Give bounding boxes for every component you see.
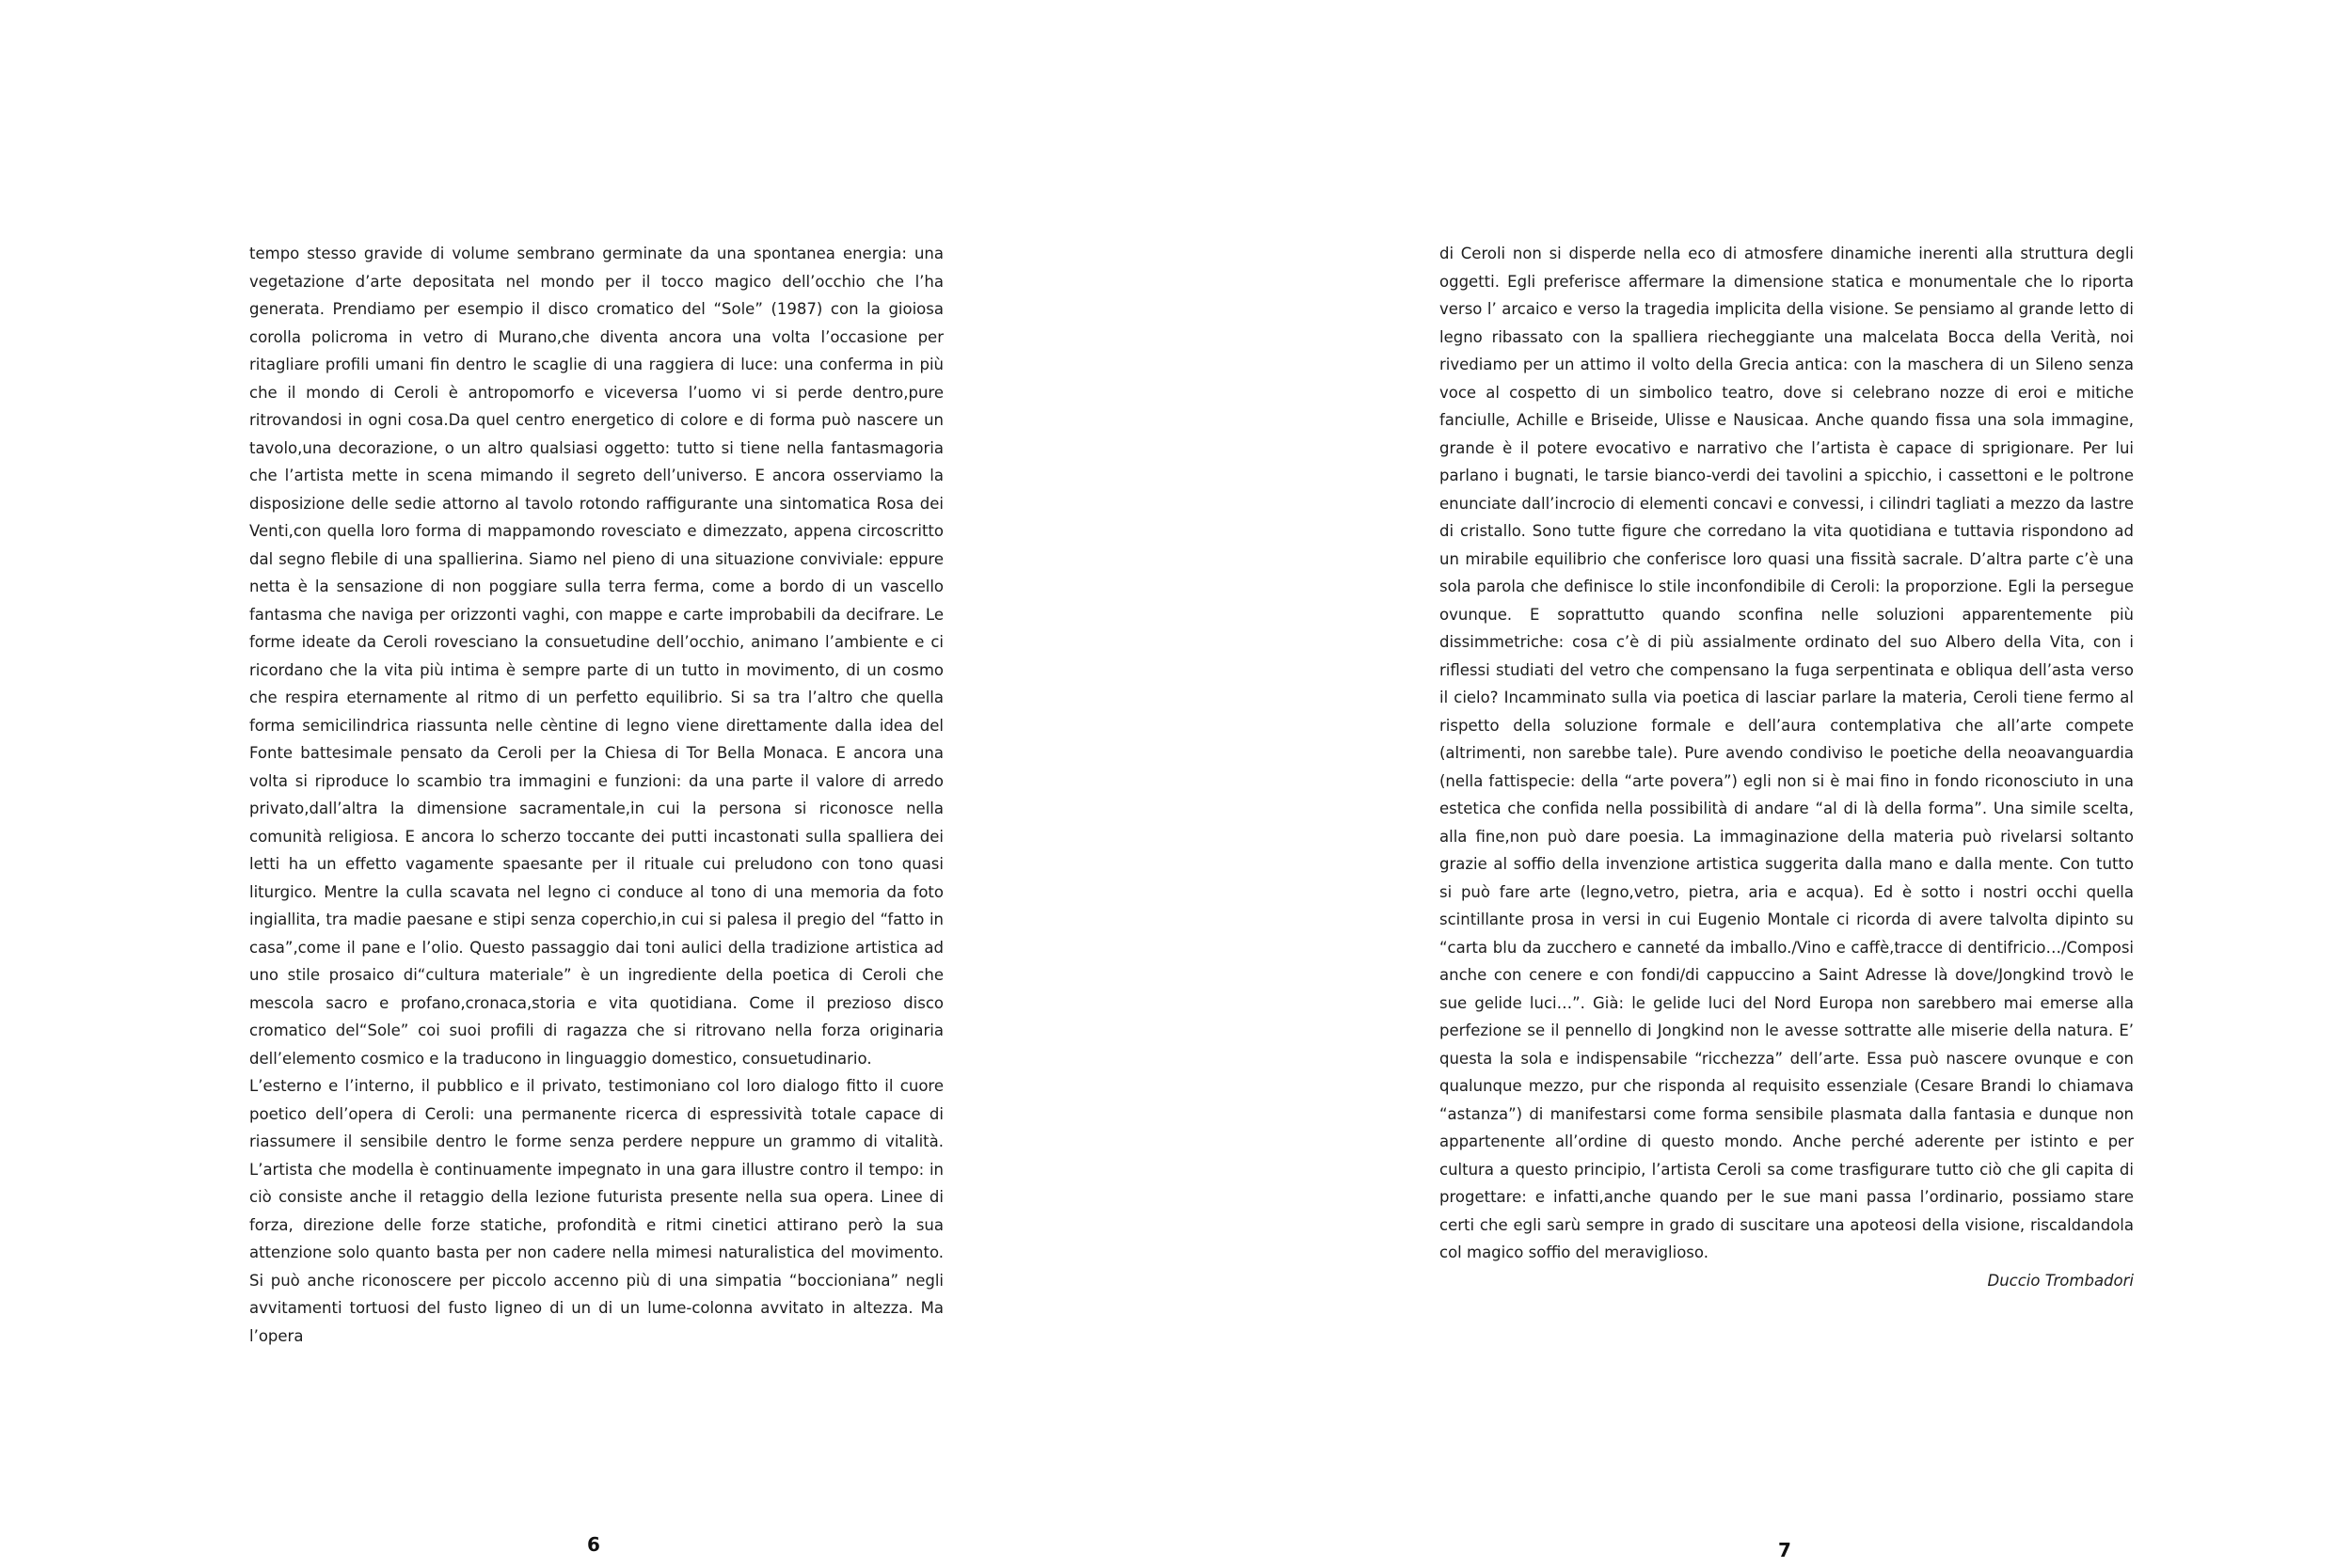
- body-paragraph: tempo stesso gravide di volume sembrano germinate da una spontanea energia: una vegetazione d’arte depositata nel mondo per il tocco magico dell’occhio che l’ha generata. Prendiamo per esempio il disco cromatico del “Sole” (1987) con la gioiosa corolla policroma in vetro di Murano,che diventa ancora una volta l’occasione per ritagliare profili umani fin dentro le scaglie di una raggiera di luce: una conferma in più che il mondo di Ceroli è antropomorfo e viceversa l’uomo vi si perde dentro,pure ritrovandosi in ogni cosa.Da quel centro energetico di colore e di forma può nascere un tavolo,una decorazione, o un altro qualsiasi oggetto: tutto si tiene nella fantasmagoria che l’artista mette in scena mimando il segreto dell’universo. E ancora osserviamo la disposizione delle sedie attorno al tavolo rotondo raffigurante una sintomatica Rosa dei Venti,con quella loro forma di mappamondo rovesciato e dimezzato, appena circoscritto dal segno flebile di una spallierina. Siamo nel pieno di una situazione conviviale: eppure netta è la sensazione di non poggiare sulla terra ferma, come a bordo di un vascello fantasma che naviga per orizzonti vaghi, con mappe e carte improbabili da decifrare. Le forme ideate da Ceroli rovesciano la consuetudine dell’occhio, animano l’ambiente e ci ricordano che la vita più intima è sempre parte di un tutto in movimento, di un cosmo che respira eternamente al ritmo di un perfetto equilibrio. Si sa tra l’altro che quella forma semicilindrica riassunta nelle cèntine di legno viene direttamente dalla idea del Fonte battesimale pensato da Ceroli per la Chiesa di Tor Bella Monaca. E ancora una volta si riproduce lo scambio tra immagini e funzioni: da una parte il valore di arredo privato,dall’altra la dimensione sacramentale,in cui la persona si riconosce nella comunità religiosa. E ancora lo scherzo toccante dei putti incastonati sulla spalliera dei letti ha un effetto vagamente spaesante per il rituale cui preludono con tono quasi liturgico. Mentre la culla scavata nel legno ci conduce al tono di una memoria da foto ingiallita, tra madie paesane e stipi senza coperchio,in cui si palesa il pregio del “fatto in casa”,come il pane e l’olio. Questo passaggio dai toni aulici della tradizione artistica ad uno stile prosaico di“cultura materiale” è un ingrediente della poetica di Ceroli che mescola sacro e profano,cronaca,storia e vita quotidiana. Come il prezioso disco cromatico del“Sole” coi suoi profili di ragazza che si ritrovano nella forza originaria dell’elemento cosmico e la traducono in linguaggio domestico, consuetudinario.: [249, 245, 944, 1068]
- right-page-text-column: [1439, 240, 2134, 1294]
- body-paragraph: di Ceroli non si disperde nella eco di atmosfere dinamiche inerenti alla struttura degli oggetti. Egli preferisce affermare la dimensione statica e monumentale che lo riporta verso l’ arcaico e verso la tragedia implicita della visione. Se pensiamo al grande letto di legno ribassato con la spalliera riecheggiante una malcelata Bocca della Verità, noi rivediamo per un attimo il volto della Grecia antica: con la maschera di un Sileno senza voce al cospetto di un simbolico teatro, dove si celebrano nozze di eroi e mitiche fanciulle, Achille e Briseide, Ulisse e Nausicaa. Anche quando fissa una sola immagine, grande è il potere evocativo e narrativo che l’artista è capace di sprigionare. Per lui parlano i bugnati, le tarsie bianco-verdi dei tavolini a spicchio, i cassettoni e le poltrone enunciate dall’incrocio di elementi concavi e convessi, i cilindri tagliati a mezzo da lastre di cristallo. Sono tutte figure che corredano la vita quotidiana e tuttavia rispondono ad un mirabile equilibrio che conferisce loro quasi una fissità sacrale. D’altra parte c’è una sola parola che definisce lo stile inconfondibile di Ceroli: la proporzione. Egli la persegue ovunque. E soprattutto quando sconfina nelle soluzioni apparentemente più dissimmetriche: cosa c’è di più assialmente ordinato del suo Albero della Vita, con i riflessi studiati del vetro che compensano la fuga serpentinata e obliqua dell’asta verso il cielo? Incamminato sulla via poetica di lasciar parlare la materia, Ceroli tiene fermo al rispetto della soluzione formale e dell’aura contemplativa che all’arte compete (altrimenti, non sarebbe tale). Pure avendo condiviso le poetiche della neoavanguardia (nella fattispecie: della “arte povera”) egli non si è mai fino in fondo riconosciuto in una estetica che confida nella possibilità di andare “al di là della forma”. Una simile scelta, alla fine,non può dare poesia. La immaginazione della materia può rivelarsi soltanto grazie al soffio della invenzione artistica suggerita dalla mano e dalla mente. Con tutto si può fare arte (legno,vetro, pietra, aria e acqua). Ed è sotto i nostri occhi quella scintillante prosa in versi in cui Eugenio Montale ci ricorda di avere talvolta dipinto su “carta blu da zucchero e canneté da imballo./Vino e caffè,tracce di dentifricio…/Composi anche con cenere e con fondi/di cappuccino a Saint Adresse là dove/Jongkind trovò le sue gelide luci…”. Già: le gelide luci del Nord Europa non sarebbero mai emerse alla perfezione se il pennello di Jongkind non le avesse sottratte alle miserie della natura. E’ questa la sola e indispensabile “ricchezza” dell’arte. Essa può nascere ovunque e con qualunque mezzo, pur che risponda al requisito essenziale (Cesare Brandi lo chiamava “astanza”) di manifestarsi come forma sensibile plasmata dalla fantasia e dunque non appartenente all’ordine di questo mondo. Anche perché aderente per istinto e per cultura a questo principio, l’artista Ceroli sa come trasfigurare tutto ciò che gli capita di progettare: e infatti,anche quando per le sue mani passa l’ordinario, possiamo stare certi che egli sarù sempre in grado di suscitare una apoteosi della visione, riscaldandola col magico soffio del meraviglioso.: [1439, 245, 2134, 1261]
- body-paragraph: L’esterno e l’interno, il pubblico e il privato, testimoniano col loro dialogo fitto il cuore poetico dell’opera di Ceroli: una permanente ricerca di espressività totale capace di riassumere il sensibile dentro le forme senza perdere neppure un grammo di vitalità. L’artista che modella è continuamente impegnato in una gara illustre contro il tempo: in ciò consiste anche il retaggio della lezione futurista presente nella sua opera. Linee di forza, direzione delle forze statiche, profondità e ritmi cinetici attirano però la sua attenzione solo quanto basta per non cadere nella mimesi naturalistica del movimento. Si può anche riconoscere per piccolo accenno più di una simpatia “boccioniana” negli avvitamenti tortuosi del fusto ligneo di un di un lume-colonna avvitato in altezza. Ma l’opera: [249, 1077, 944, 1345]
- author-signature: Duccio Trombadori: [1987, 1271, 2134, 1290]
- page-number-left: 6: [587, 1533, 600, 1556]
- page-number-right: 7: [1778, 1539, 1791, 1561]
- left-page-text-column: [249, 240, 944, 1350]
